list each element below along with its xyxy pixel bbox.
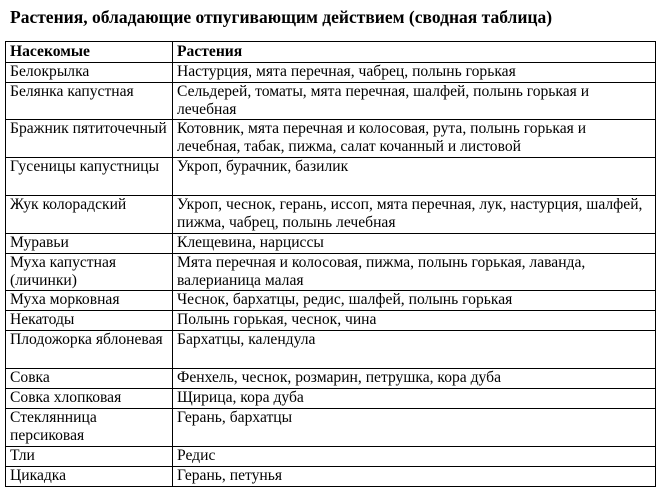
- table-row: [6, 158, 656, 196]
- table-row: [6, 63, 656, 83]
- plants-cell: Редис: [173, 447, 656, 467]
- insect-cell: Некатоды: [6, 311, 173, 331]
- plants-cell: Клещевина, нарциссы: [173, 234, 656, 254]
- plants-cell: Чеснок, бархатцы, редис, шалфей, полынь горькая: [173, 291, 656, 311]
- header-plants: Растения: [173, 42, 656, 63]
- insect-cell: Муха морковная: [6, 291, 173, 311]
- table-header-row: [6, 42, 656, 63]
- plants-cell: Настурция, мята перечная, чабрец, полынь горькая: [173, 63, 656, 83]
- plants-cell: Полынь горькая, чеснок, чина: [173, 311, 656, 331]
- table-row: [6, 389, 656, 409]
- plants-cell: Герань, бархатцы: [173, 409, 656, 447]
- insect-cell: Белянка капустная: [6, 83, 173, 120]
- table-row: [6, 311, 656, 331]
- insect-cell: Совка: [6, 369, 173, 389]
- plants-cell: Фенхель, чеснок, розмарин, петрушка, кора дуба: [173, 369, 656, 389]
- insect-cell: Тли: [6, 447, 173, 467]
- table-row: [6, 409, 656, 447]
- plants-cell: Котовник, мята перечная и колосовая, рута, полынь горькая и лечебная, табак, пижма, салат кочанный и листовой: [173, 120, 656, 158]
- insect-cell: Плодожорка яблоневая: [6, 331, 173, 369]
- table-row: [6, 467, 656, 487]
- table-row: [6, 120, 656, 158]
- insect-cell: Белокрылка: [6, 63, 173, 83]
- table-row: [6, 331, 656, 369]
- insect-cell: Жук колорадский: [6, 196, 173, 234]
- table-row: [6, 254, 656, 291]
- table-row: [6, 291, 656, 311]
- insect-cell: Гусеницы капустницы: [6, 158, 173, 196]
- insect-cell: Цикадка: [6, 467, 173, 487]
- plants-cell: Мята перечная и колосовая, пижма, полынь горькая, лаванда, валерианица малая: [173, 254, 656, 291]
- page-title: Растения, обладающие отпугивающим действием (сводная таблица): [10, 7, 553, 27]
- table-row: [6, 234, 656, 254]
- plants-cell: Герань, петунья: [173, 467, 656, 487]
- plants-cell: Щирица, кора дуба: [173, 389, 656, 409]
- plants-cell: Сельдерей, томаты, мята перечная, шалфей, полынь горькая и лечебная: [173, 83, 656, 120]
- table-row: [6, 83, 656, 120]
- table-row: [6, 447, 656, 467]
- table-row: [6, 369, 656, 389]
- insect-cell: Муха капустная (личинки): [6, 254, 173, 291]
- plants-cell: Укроп, чеснок, герань, иссоп, мята перечная, лук, настурция, шалфей, пижма, чабрец, полынь лечебная: [173, 196, 656, 234]
- insect-cell: Бражник пятиточечный: [6, 120, 173, 158]
- repellent-plants-table: [5, 41, 656, 487]
- header-insects: Насекомые: [6, 42, 173, 63]
- table-row: [6, 196, 656, 234]
- plants-cell: Бархатцы, календула: [173, 331, 656, 369]
- insect-cell: Стеклянница персиковая: [6, 409, 173, 447]
- insect-cell: Муравьи: [6, 234, 173, 254]
- plants-cell: Укроп, бурачник, базилик: [173, 158, 656, 196]
- insect-cell: Совка хлопковая: [6, 389, 173, 409]
